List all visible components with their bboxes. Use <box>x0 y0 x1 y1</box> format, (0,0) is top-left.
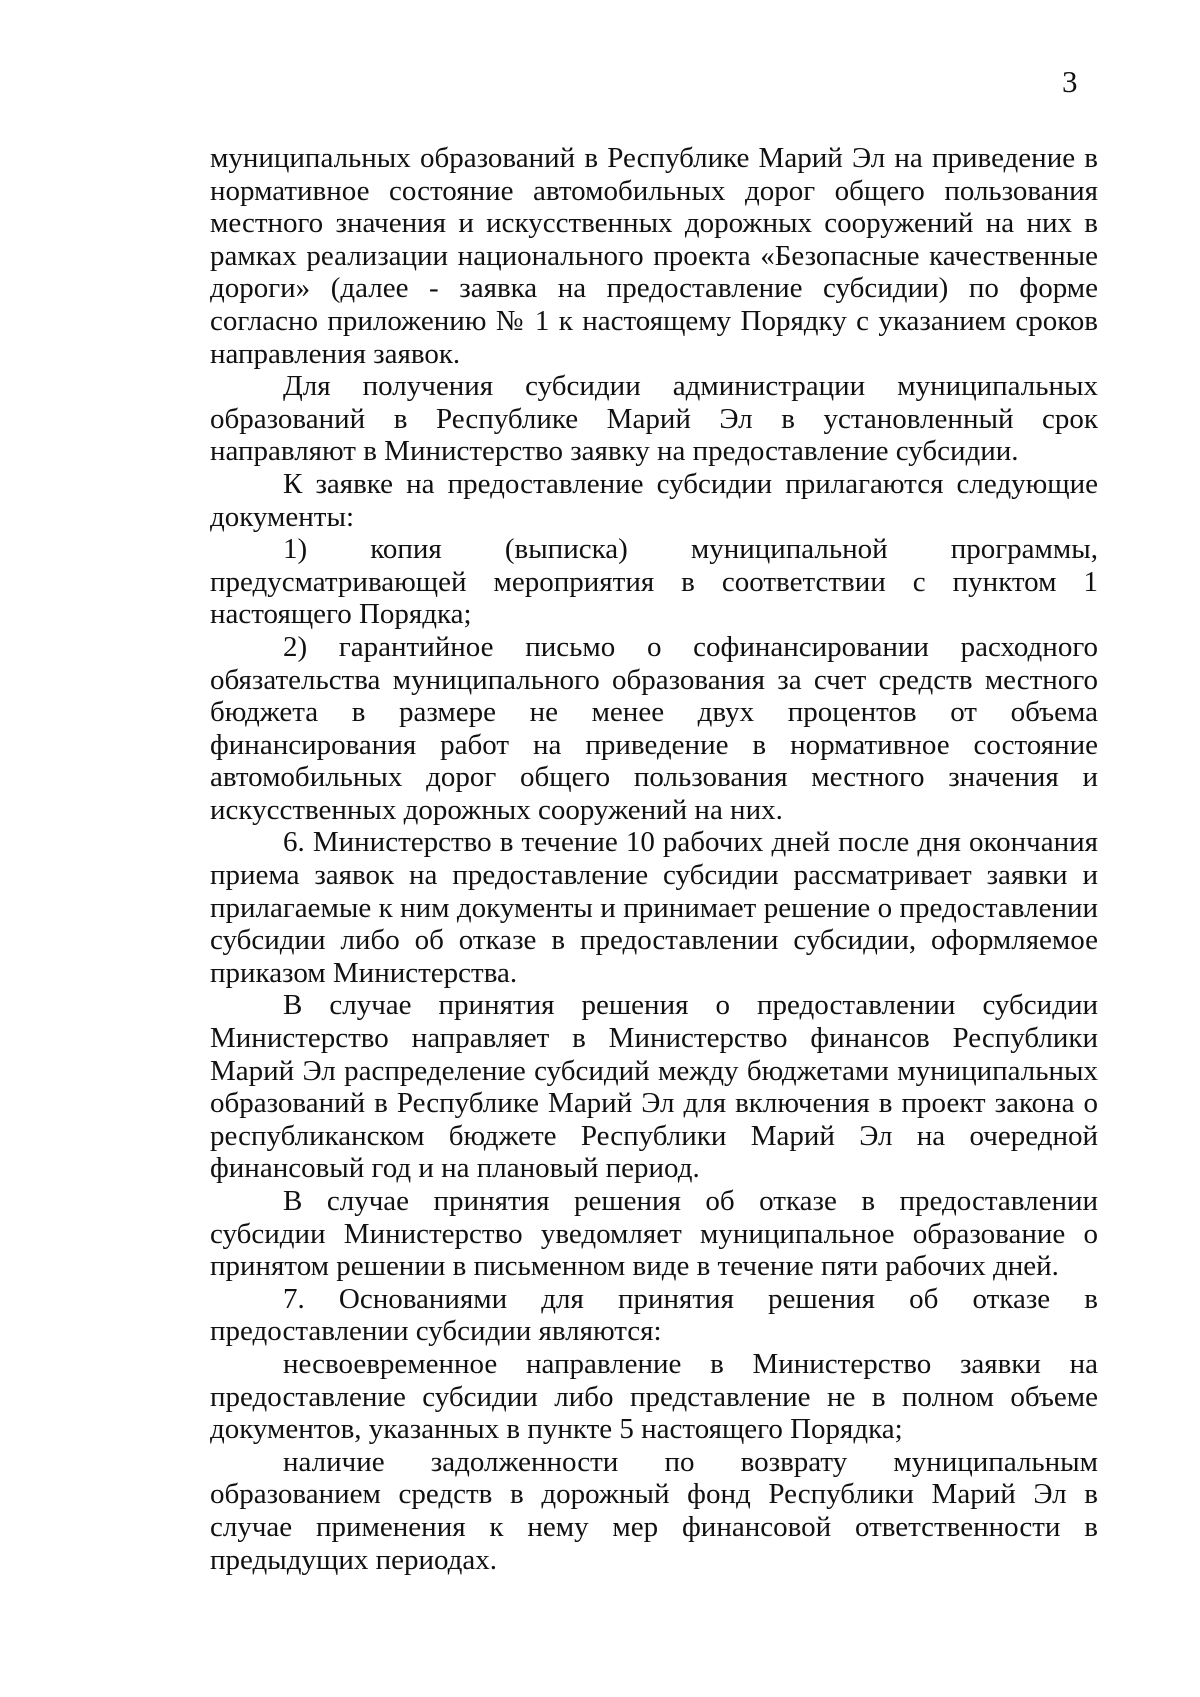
document-body <box>210 142 1098 1576</box>
page-number: 3 <box>1062 64 1078 99</box>
paragraph: Для получения субсидии администрации муниципальных образований в Республике Марий Эл в установленный срок направляют в Министерство заявку на предоставление субсидии. <box>210 370 1098 468</box>
list-item: 1) копия (выписка) муниципальной программы, предусматривающей мероприятия в соответствии с пунктом 1 настоящего Порядка; <box>210 533 1098 631</box>
paragraph: В случае принятия решения об отказе в предоставлении субсидии Министерство уведомляет муниципальное образование о принятом решении в письменном виде в течение пяти рабочих дней. <box>210 1185 1098 1283</box>
paragraph: К заявке на предоставление субсидии прилагаются следующие документы: <box>210 467 1098 533</box>
list-item: несвоевременное направление в Министерство заявки на предоставление субсидии либо представление не в полном объеме документов, указанных в пункте 5 настоящего Порядка; <box>210 1347 1098 1446</box>
paragraph-continuation: муниципальных образований в Республике Марий Эл на приведение в нормативное состояние автомобильных дорог общего пользования местного значения и искусственных дорожных сооружений на них в рамках реализации национального проекта «Безопасные качественные дороги» (далее - заявка на предоставление субсидии) по форме согласно приложению № 1 к настоящему Порядку с указанием сроков направления заявок. <box>210 142 1098 370</box>
paragraph: В случае принятия решения о предоставлении субсидии Министерство направляет в Министерство финансов Республики Марий Эл распределение субсидий между бюджетами муниципальных образований в Республике Марий Эл для включения в проект закона о республиканском бюджете Республики Марий Эл на очередной финансовый год и на плановый период. <box>210 989 1098 1185</box>
list-item: наличие задолженности по возврату муниципальным образованием средств в дорожный фонд Республики Марий Эл в случае применения к нему мер финансовой ответственности в предыдущих периодах. <box>210 1445 1098 1576</box>
section-7: 7. Основаниями для принятия решения об отказе в предоставлении субсидии являются: <box>210 1282 1098 1348</box>
section-6: 6. Министерство в течение 10 рабочих дней после дня окончания приема заявок на предоставление субсидии рассматривает заявки и прилагаемые к ним документы и принимает решение о предоставлении субсидии либо об отказе в предоставлении субсидии, оформляемое приказом Министерства. <box>210 826 1098 989</box>
list-item: 2) гарантийное письмо о софинансировании расходного обязательства муниципального образования за счет средств местного бюджета в размере не менее двух процентов от объема финансирования работ на приведение в нормативное состояние автомобильных дорог общего пользования местного значения и искусственных дорожных сооружений на них. <box>210 630 1098 826</box>
